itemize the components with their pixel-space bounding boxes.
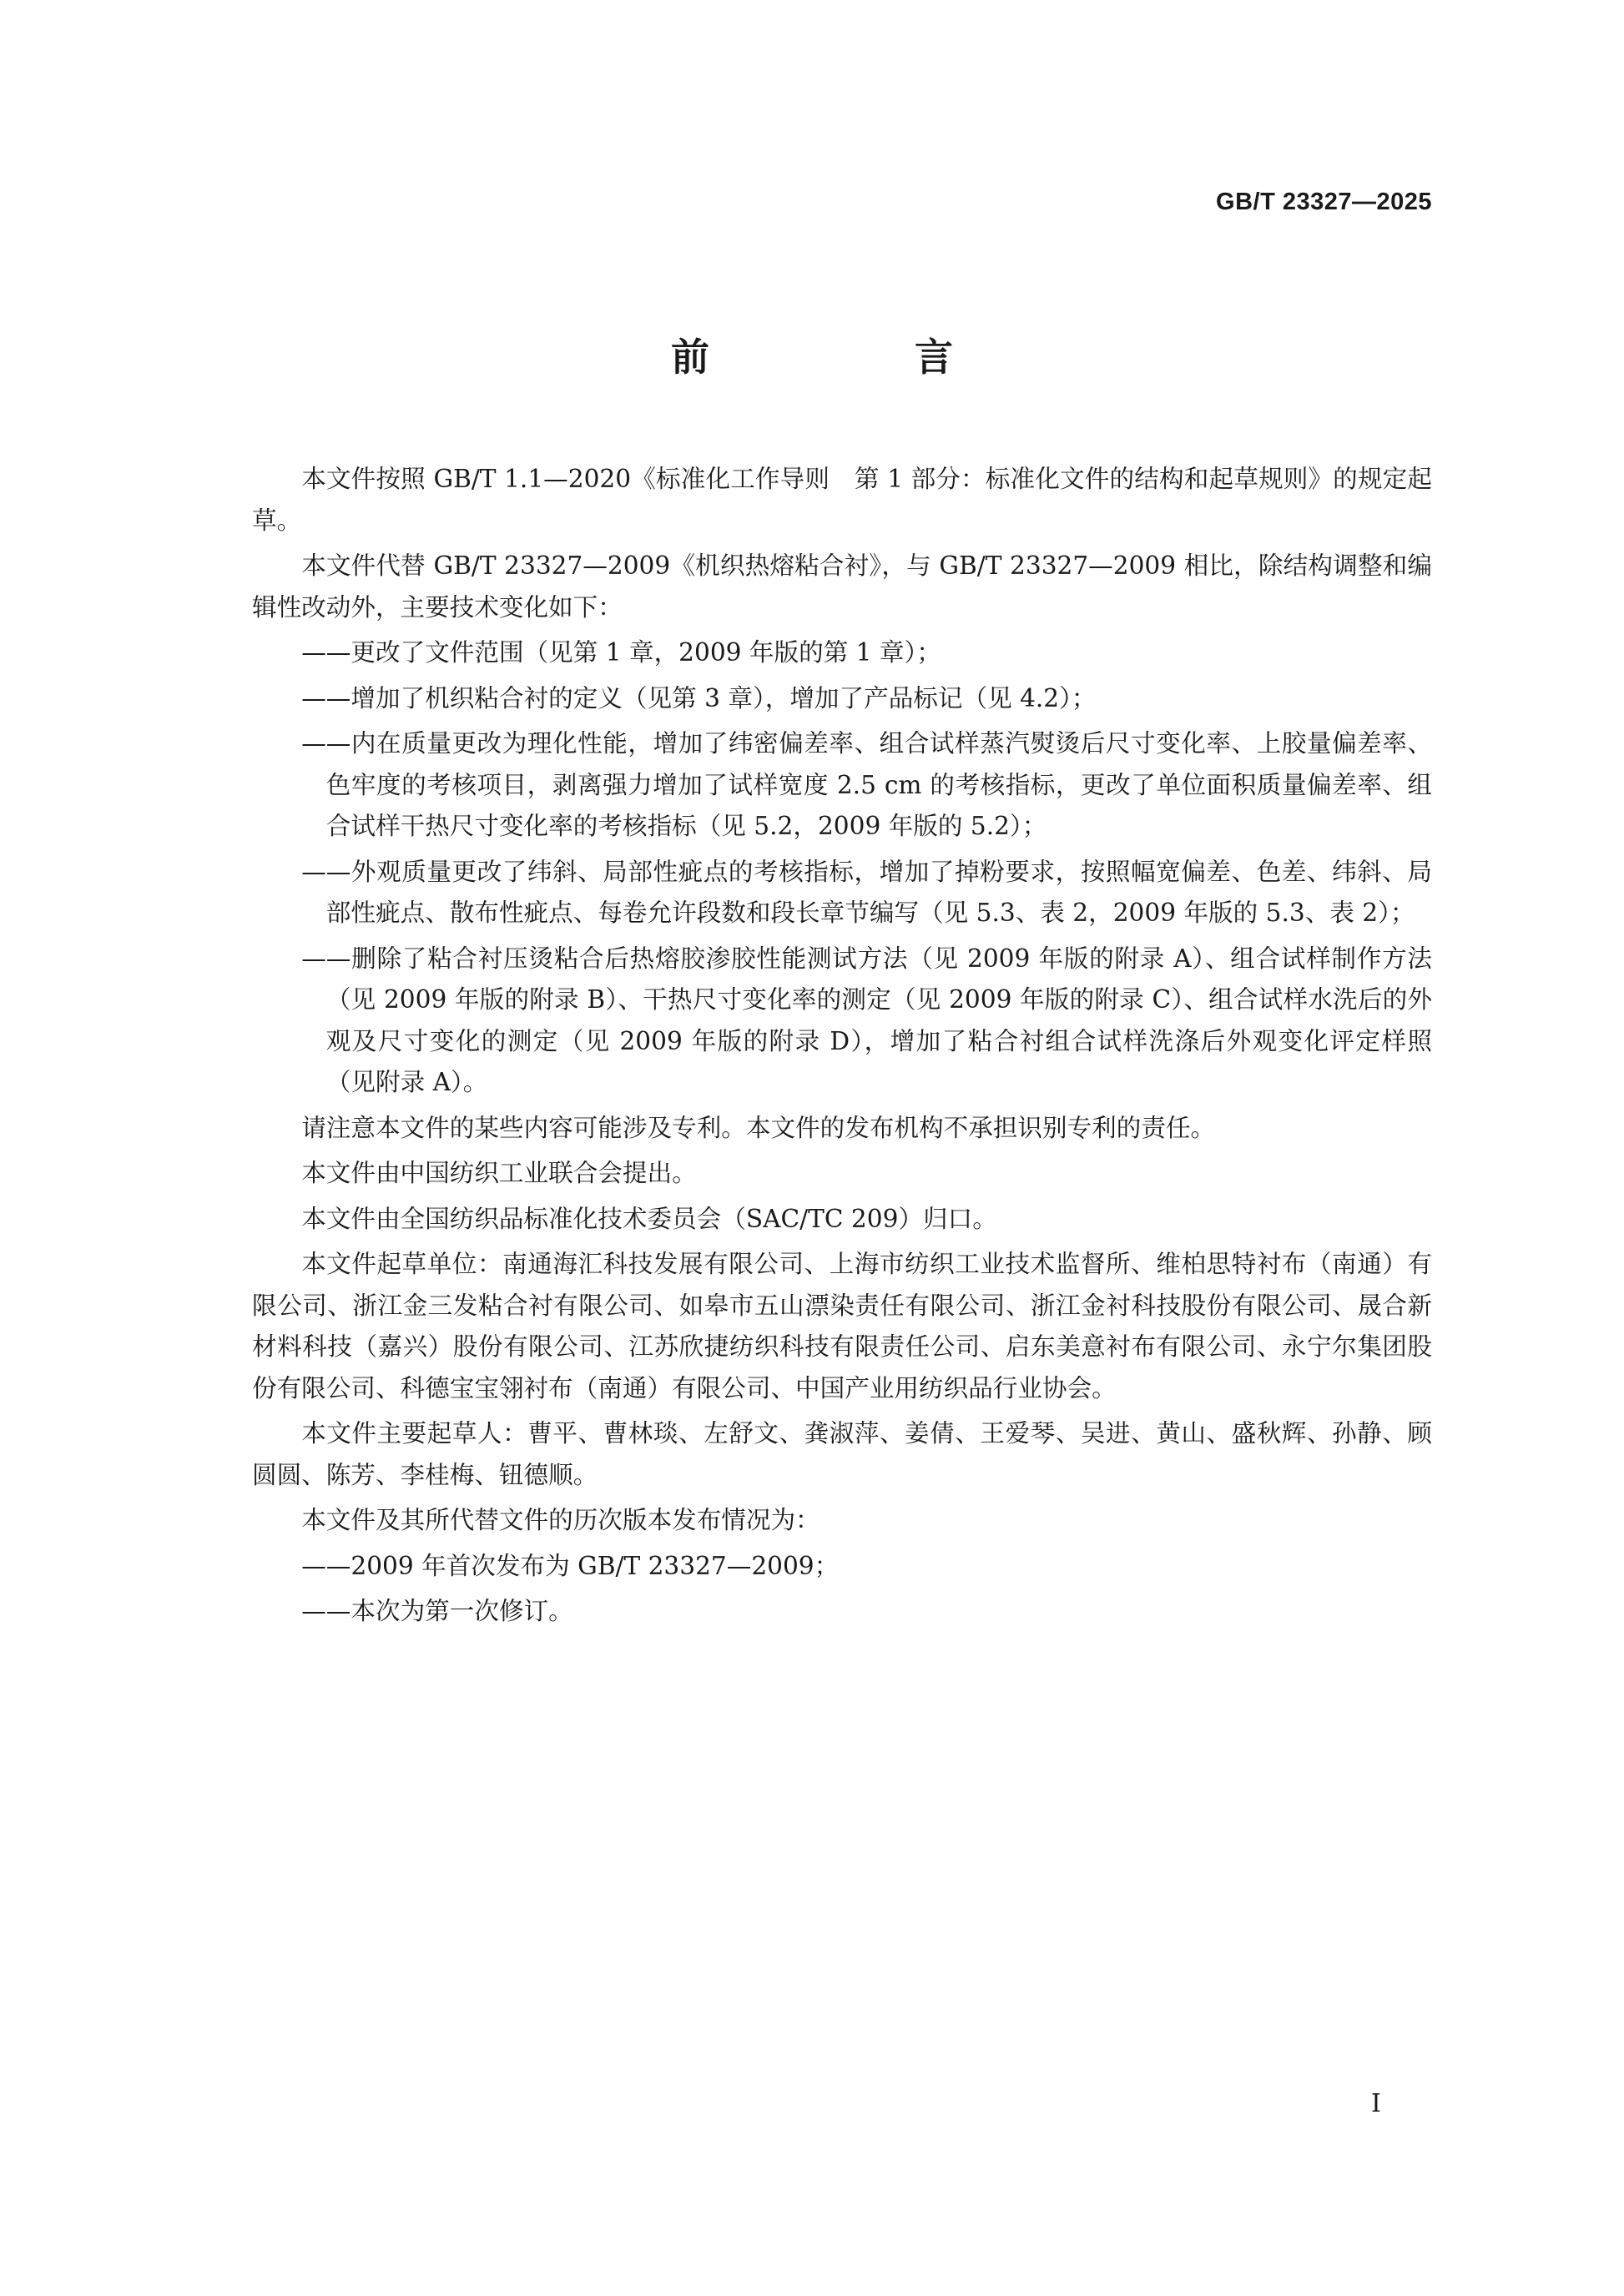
preface-body <box>252 459 1432 1637</box>
paragraph: 本文件由中国纺织工业联合会提出。 <box>301 1159 697 1187</box>
change-item: ——外观质量更改了纬斜、局部性疵点的考核指标，增加了掉粉要求，按照幅宽偏差、色差、纬斜、局部性疵点、散布性疵点、每卷允许段数和段长章节编写（见 5.3、表 2，2009 年版的 5.3、表 2）； <box>301 857 1432 927</box>
change-item: ——删除了粘合衬压烫粘合后热熔胶渗胶性能测试方法（见 2009 年版的附录 A）、组合试样制作方法（见 2009 年版的附录 B）、干热尺寸变化率的测定（见 2009 年版的附录 C）、组合试样水洗后的外观及尺寸变化的测定（见 2009 年版的附录 D），增加了粘合衬组合试样洗涤后外观变化评定样照（见附录 A）。 <box>301 944 1432 1096</box>
paragraph: 本文件主要起草人：曹平、曹林琰、左舒文、龚淑萍、姜倩、王爱琴、吴进、黄山、盛秋辉、孙静、顾圆圆、陈芳、李桂梅、钮德顺。 <box>252 1419 1432 1489</box>
paragraph: 本文件代替 GB/T 23327—2009《机织热熔粘合衬》，与 GB/T 23327—2009 相比，除结构调整和编辑性改动外，主要技术变化如下： <box>252 551 1432 622</box>
change-item: ——内在质量更改为理化性能，增加了纬密偏差率、组合试样蒸汽熨烫后尺寸变化率、上胶量偏差率、色牢度的考核项目，剥离强力增加了试样宽度 2.5 cm 的考核指标，更改了单位面积质量偏差率、组合试样干热尺寸变化率的考核指标（见 5.2，2009 年版的 5.2）； <box>301 729 1432 840</box>
paragraph: 本文件由全国纺织品标准化技术委员会（SAC/TC 209）归口。 <box>301 1204 997 1233</box>
page-title: 前 言 <box>671 335 1036 380</box>
change-item: ——增加了机织粘合衬的定义（见第 3 章），增加了产品标记（见 4.2）； <box>301 683 1097 712</box>
paragraph: 本文件按照 GB/T 1.1—2020《标准化工作导则 第 1 部分：标准化文件的结构和起草规则》的规定起草。 <box>252 465 1432 535</box>
page-number: I <box>1371 2089 1381 2118</box>
paragraph: 本文件及其所代替文件的历次版本发布情况为： <box>301 1506 820 1534</box>
change-item: ——更改了文件范围（见第 1 章，2009 年版的第 1 章）； <box>301 638 941 667</box>
history-item: ——2009 年首次发布为 GB/T 23327—2009； <box>301 1551 840 1580</box>
paragraph: 本文件起草单位：南通海汇科技发展有限公司、上海市纺织工业技术监督所、维柏思特衬布（南通）有限公司、浙江金三发粘合衬有限公司、如皋市五山漂染责任有限公司、浙江金衬科技股份有限公司、晟合新材料科技（嘉兴）股份有限公司、江苏欣捷纺织科技有限责任公司、启东美意衬布有限公司、永宁尔集团股份有限公司、科德宝宝翎衬布（南通）有限公司、中国产业用纺织品行业协会。 <box>252 1250 1432 1402</box>
standard-code: GB/T 23327—2025 <box>1216 189 1432 215</box>
history-item: ——本次为第一次修订。 <box>301 1597 573 1625</box>
paragraph: 请注意本文件的某些内容可能涉及专利。本文件的发布机构不承担识别专利的责任。 <box>301 1113 1216 1142</box>
